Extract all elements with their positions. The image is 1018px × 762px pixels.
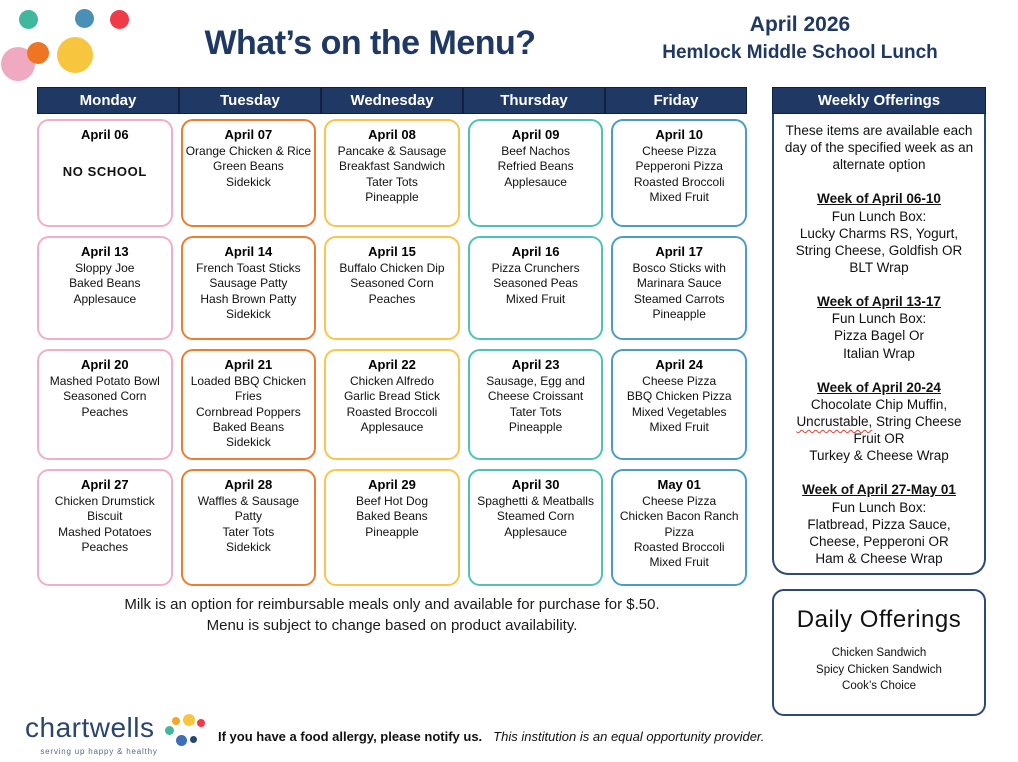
menu-cell-april-08 <box>324 119 460 227</box>
menu-item: Mashed Potatoes <box>58 524 152 539</box>
decorative-dot <box>57 37 93 73</box>
menu-item: Cheese Pizza <box>642 374 717 388</box>
daily-offerings-panel <box>772 589 986 716</box>
menu-item: Baked Beans <box>356 509 428 524</box>
menu-item: Sidekick <box>226 307 271 322</box>
weekly-offering-section <box>778 293 980 362</box>
week-row <box>37 119 747 227</box>
calendar-weeks <box>37 119 747 586</box>
weekly-offering-heading: Week of April 06-10 <box>817 191 941 207</box>
menu-cell-april-30 <box>468 469 604 586</box>
menu-item: Pepperoni Pizza <box>635 159 723 174</box>
cell-date: April 07 <box>224 127 273 142</box>
cell-date: April 29 <box>368 477 416 492</box>
weekly-offering-line: Chocolate Chip Muffin, <box>810 396 948 412</box>
menu-item: Seasoned Corn <box>350 276 434 291</box>
menu-cell-april-14 <box>181 236 317 340</box>
chartwells-logo-text: chartwells <box>25 712 155 743</box>
menu-item: Peaches <box>81 540 129 555</box>
menu-item: Applesauce <box>504 524 567 539</box>
menu-item: Chicken Drumstick <box>54 494 155 508</box>
cell-items <box>329 494 455 540</box>
decorative-dot <box>75 9 94 28</box>
menu-item: Peaches <box>368 291 416 306</box>
menu-item: Mixed Fruit <box>505 291 566 306</box>
change-note: Menu is subject to change based on product availability. <box>206 616 578 634</box>
menu-item: Seasoned Peas <box>493 276 578 291</box>
menu-item: Steamed Corn <box>496 509 575 524</box>
weekly-offering-line: Pizza Bagel Or <box>833 328 925 344</box>
menu-item: Sidekick <box>226 435 271 450</box>
cell-items <box>186 261 312 322</box>
cell-date: April 13 <box>80 244 129 259</box>
menu-item: Pineapple <box>365 190 419 205</box>
menu-item: Garlic Bread Stick <box>343 389 440 404</box>
menu-item: Peaches <box>81 404 129 419</box>
weekly-offering-line: BLT Wrap <box>849 259 909 275</box>
daily-offering-item: Spicy Chicken Sandwich <box>816 663 942 676</box>
menu-item: Tater Tots <box>222 524 275 539</box>
menu-item: Applesauce <box>73 291 137 306</box>
menu-item: Green Beans <box>213 159 284 174</box>
menu-item: Mixed Fruit <box>649 190 709 205</box>
daily-offerings-items <box>774 645 984 695</box>
menu-month: April 2026 <box>749 13 851 36</box>
week-row <box>37 469 747 586</box>
menu-item: Sloppy Joe <box>75 261 135 275</box>
cell-date: April 24 <box>655 357 704 372</box>
decorative-dot <box>176 735 187 746</box>
menu-item: Sidekick <box>226 174 271 189</box>
decorative-dot <box>197 719 205 727</box>
cell-date: May 01 <box>657 477 701 492</box>
menu-item: Applesauce <box>504 174 567 189</box>
menu-item: Cheese Pizza <box>642 494 717 508</box>
decorative-dot <box>172 717 180 725</box>
daily-offering-item: Chicken Sandwich <box>831 647 927 659</box>
cell-items <box>42 494 168 555</box>
menu-item: Baked Beans <box>212 420 285 435</box>
allergy-notice: If you have a food allergy, please notify us. <box>218 729 483 744</box>
cell-items <box>473 494 599 540</box>
menu-item: Pineapple <box>365 524 419 539</box>
cell-items <box>616 374 742 435</box>
menu-item: Sausage, Egg and Cheese Croissant <box>486 374 585 404</box>
menu-item: NO SCHOOL <box>62 164 147 179</box>
weekly-offering-line: Lucky Charms RS, Yogurt, <box>799 225 959 241</box>
weekly-offering-line: Fun Lunch Box: <box>831 208 927 224</box>
weekly-offerings-title: Weekly Offerings <box>772 87 986 114</box>
menu-item: Mixed Fruit <box>649 420 709 435</box>
spellcheck-squiggle: Uncrustable, <box>796 413 873 429</box>
cell-date: April 28 <box>224 477 273 492</box>
cell-items <box>186 374 312 451</box>
page-title: What’s on the Menu? <box>204 24 536 62</box>
cell-date: April 08 <box>368 127 416 142</box>
weekly-offering-line: Cheese, Pepperoni OR <box>809 533 949 549</box>
menu-cell-april-24 <box>611 349 747 460</box>
menu-cell-april-13 <box>37 236 173 340</box>
cell-items <box>473 374 599 435</box>
weekly-offering-line: String Cheese, Goldfish OR <box>795 242 963 258</box>
cell-date: April 22 <box>368 357 416 372</box>
menu-item: BBQ Chicken Pizza <box>626 389 732 404</box>
menu-cell-may-01 <box>611 469 747 586</box>
menu-item: Baked Beans <box>69 276 141 291</box>
weekly-offering-heading: Week of April 20-24 <box>817 379 941 395</box>
cell-date: April 16 <box>511 244 560 259</box>
decorative-dot <box>183 714 195 726</box>
menu-item: Loaded BBQ Chicken Fries <box>190 374 307 404</box>
menu-cell-april-23 <box>468 349 604 460</box>
school-name: Hemlock Middle School Lunch <box>662 42 938 63</box>
cell-date: April 10 <box>655 127 704 142</box>
weekly-offering-line: Fun Lunch Box: <box>831 499 927 515</box>
chartwells-logo-tagline: serving up happy & healthy <box>40 747 158 756</box>
weekly-offering-heading: Week of April 13-17 <box>817 294 941 310</box>
menu-cell-april-15 <box>324 236 460 340</box>
menu-notes <box>37 595 747 636</box>
day-header-thursday: Thursday <box>464 88 604 113</box>
menu-cell-april-22 <box>324 349 460 460</box>
cell-items <box>186 144 312 190</box>
menu-item: Beef Nachos <box>501 144 570 158</box>
menu-cell-april-29 <box>324 469 460 586</box>
weekly-offering-line: Turkey & Cheese Wrap <box>809 448 949 464</box>
weekly-offering-line: Italian Wrap <box>843 345 915 361</box>
decorative-dot <box>165 726 174 735</box>
menu-item: Pancake & Sausage Breakfast Sandwich <box>337 144 447 174</box>
weekly-offerings-body <box>772 114 986 575</box>
menu-item: Hash Brown Patty <box>200 291 297 306</box>
menu-item: Mixed Fruit <box>649 555 709 570</box>
weekly-offering-line: Fun Lunch Box: <box>831 311 927 327</box>
cell-items <box>42 261 168 307</box>
day-header-wednesday: Wednesday <box>322 88 462 113</box>
menu-cell-april-21 <box>181 349 317 460</box>
week-row <box>37 236 747 340</box>
cell-items <box>186 494 312 555</box>
cell-date: April 20 <box>80 357 129 372</box>
cell-date: April 23 <box>511 357 560 372</box>
menu-cell-april-10 <box>611 119 747 227</box>
menu-item: French Toast Sticks <box>196 261 301 275</box>
menu-item: Pineapple <box>652 307 706 322</box>
menu-item: Biscuit <box>87 509 123 524</box>
milk-note: Milk is an option for reimbursable meals only and available for purchase for $.50. <box>124 596 660 613</box>
daily-offering-item: Cook’s Choice <box>842 680 916 693</box>
cell-date: April 09 <box>511 127 560 142</box>
menu-item: Sidekick <box>226 540 271 555</box>
weekly-offering-line: Flatbread, Pizza Sauce, <box>807 516 951 532</box>
equal-opportunity-notice: This institution is an equal opportunity provider. <box>493 729 765 744</box>
menu-item: Pizza Crunchers <box>491 261 580 275</box>
menu-cell-april-28 <box>181 469 317 586</box>
week-row <box>37 349 747 460</box>
menu-item: Roasted Broccoli <box>633 174 725 189</box>
menu-item: Refried Beans <box>497 159 574 174</box>
weekly-offering-line: Ham & Cheese Wrap <box>815 550 943 566</box>
cell-date: April 21 <box>224 357 273 372</box>
menu-item: Tater Tots <box>366 174 418 189</box>
menu-cell-april-27 <box>37 469 173 586</box>
menu-item: Applesauce <box>360 420 424 435</box>
menu-cell-april-06 <box>37 119 173 227</box>
menu-item: Spaghetti & Meatballs <box>477 494 594 508</box>
decorative-dot <box>190 736 197 743</box>
chartwells-logo <box>25 711 225 759</box>
daily-offerings-title: Daily Offerings <box>796 606 962 633</box>
menu-item: Waffles & Sausage Patty <box>197 494 300 524</box>
menu-item: Mashed Potato Bowl <box>49 374 160 388</box>
weekly-offerings-panel <box>772 87 986 575</box>
menu-item: Steamed Carrots <box>633 291 725 306</box>
menu-item: Mixed Vegetables <box>631 404 727 419</box>
menu-cell-april-09 <box>468 119 604 227</box>
menu-calendar <box>37 87 747 636</box>
menu-header-right <box>635 13 965 64</box>
menu-item: Beef Hot Dog <box>355 494 429 508</box>
menu-item: Buffalo Chicken Dip <box>339 261 445 275</box>
menu-item: Chicken Alfredo <box>349 374 435 388</box>
menu-cell-april-17 <box>611 236 747 340</box>
decorative-dot <box>27 42 49 64</box>
menu-item: Chicken Bacon Ranch Pizza <box>619 509 739 539</box>
weekly-offerings-sections <box>778 190 980 567</box>
weekly-offering-heading: Week of April 27-May 01 <box>802 482 956 498</box>
menu-cell-april-16 <box>468 236 604 340</box>
cell-items <box>329 144 455 205</box>
menu-item: Bosco Sticks with Marinara Sauce <box>632 261 726 291</box>
cell-items <box>329 261 455 307</box>
cell-items <box>42 164 168 181</box>
cell-date: April 17 <box>655 244 704 259</box>
weekly-offering-section <box>778 379 980 465</box>
menu-cell-april-07 <box>181 119 317 227</box>
day-header-friday: Friday <box>606 88 746 113</box>
cell-items <box>616 494 742 571</box>
cell-date: April 15 <box>368 244 416 259</box>
weekly-offering-line: Fruit OR <box>853 431 905 447</box>
day-header-monday: Monday <box>38 88 178 113</box>
menu-item: Cheese Pizza <box>642 144 717 158</box>
weekly-offering-section <box>778 481 980 567</box>
weekly-offerings-intro: These items are available each day of the specified week as an alternate option <box>784 123 974 173</box>
decorative-dot <box>19 10 38 29</box>
cell-date: April 30 <box>511 477 560 492</box>
menu-item: Roasted Broccoli <box>346 404 438 419</box>
cell-items <box>616 261 742 322</box>
cell-items <box>473 261 599 307</box>
cell-date: April 27 <box>80 477 129 492</box>
decorative-dot <box>110 10 129 29</box>
menu-item: Pineapple <box>508 420 563 435</box>
day-header-row <box>37 87 747 114</box>
weekly-offering-section <box>778 190 980 276</box>
menu-item: Cornbread Poppers <box>196 404 301 419</box>
cell-items <box>42 374 168 420</box>
cell-items <box>473 144 599 190</box>
cell-date: April 14 <box>224 244 273 259</box>
menu-item: Tater Tots <box>509 404 562 419</box>
footer-disclaimers <box>218 729 778 744</box>
menu-item: Seasoned Corn <box>63 389 147 404</box>
menu-item: Sausage Patty <box>209 276 288 291</box>
day-header-tuesday: Tuesday <box>180 88 320 113</box>
cell-date: April 06 <box>80 127 129 142</box>
menu-cell-april-20 <box>37 349 173 460</box>
menu-item: Orange Chicken & Rice <box>185 144 312 158</box>
cell-items <box>616 144 742 205</box>
cell-items <box>329 374 455 435</box>
menu-item: Roasted Broccoli <box>633 540 725 555</box>
weekly-offering-line: Uncrustable, String Cheese <box>796 413 962 429</box>
